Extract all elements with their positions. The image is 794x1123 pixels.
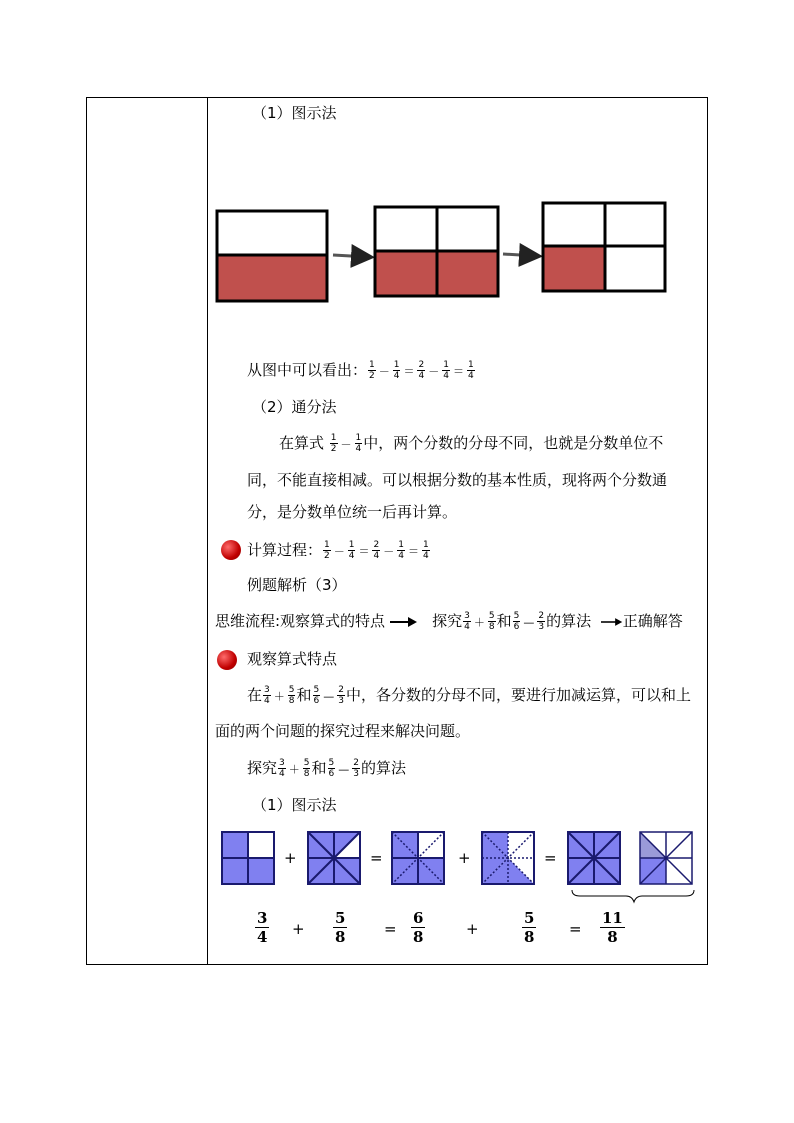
flow-mid-suffix: 的算法 bbox=[546, 612, 592, 630]
observe-prefix: 从图中可以看出： bbox=[247, 361, 368, 379]
example-para-line1 bbox=[247, 685, 691, 707]
inline-fraction: $\frac{1}{4}$ bbox=[422, 540, 429, 561]
flow-expr-b bbox=[512, 612, 546, 630]
inline-operator: — bbox=[323, 690, 335, 703]
inline-fraction: $\frac{1}{4}$ bbox=[398, 540, 404, 561]
bottom-frac-5: 11 8 bbox=[602, 909, 623, 946]
para-and: 和 bbox=[296, 686, 312, 704]
eighths-diagram bbox=[220, 830, 700, 910]
bottom-eq-2: = bbox=[569, 920, 582, 938]
inline-fraction: $\frac{1}{4}$ bbox=[348, 540, 355, 561]
arrow-right-icon bbox=[601, 616, 623, 628]
bottom-frac-1: 3 4 bbox=[257, 909, 268, 946]
diagram-eq-1: = bbox=[370, 849, 383, 867]
inline-fraction: $\frac{5}{6}$ bbox=[328, 758, 335, 779]
inline-operator: — bbox=[338, 763, 350, 776]
observe-equation bbox=[367, 361, 476, 379]
inline-fraction: $\frac{1}{4}$ bbox=[355, 433, 362, 454]
explore-line bbox=[247, 758, 406, 780]
inline-fraction: $\frac{2}{3}$ bbox=[538, 611, 545, 632]
inline-fraction: $\frac{1}{2}$ bbox=[330, 433, 337, 454]
explore-expr-a bbox=[277, 759, 311, 777]
inline-fraction: $\frac{5}{8}$ bbox=[288, 685, 295, 706]
calc-label: 计算过程： bbox=[247, 541, 323, 559]
calc-equation bbox=[322, 541, 431, 559]
one-quarter-rectangle bbox=[543, 203, 665, 291]
inline-fraction: $\frac{3}{4}$ bbox=[464, 611, 470, 632]
inline-operator: － bbox=[333, 545, 345, 558]
observe-line bbox=[247, 360, 476, 382]
five-eighths-dotted-square bbox=[482, 832, 534, 884]
red-bullet-icon bbox=[217, 650, 237, 670]
inline-fraction: $\frac{5}{8}$ bbox=[488, 611, 495, 632]
sub-title: （1）图示法 bbox=[252, 796, 337, 814]
inline-operator: ＋ bbox=[273, 690, 285, 703]
bottom-frac-3: 6 8 bbox=[413, 909, 424, 946]
bottom-eq-1: = bbox=[384, 920, 397, 938]
bottom-frac-4: 5 8 bbox=[524, 909, 535, 946]
inline-fraction: $\frac{1}{4}$ bbox=[443, 360, 449, 381]
six-eighths-square bbox=[392, 832, 444, 884]
half-rectangle bbox=[217, 211, 327, 301]
inline-fraction: $\frac{5}{8}$ bbox=[303, 758, 310, 779]
observe-title: 观察算式特点 bbox=[247, 650, 338, 668]
inline-operator: － bbox=[383, 545, 395, 558]
bottom-frac-2: 5 8 bbox=[335, 909, 346, 946]
three-quarters-square bbox=[222, 832, 274, 884]
inline-fraction: $\frac{2}{4}$ bbox=[373, 540, 380, 561]
inline-operator: － bbox=[428, 365, 440, 378]
flow-line bbox=[215, 611, 683, 633]
halves-quarters-diagram bbox=[215, 200, 685, 310]
section2-para-line3: 分，是分数单位统一后再计算。 bbox=[247, 503, 458, 521]
example-para-line2: 面的两个问题的探究过程来解决问题。 bbox=[215, 722, 471, 740]
para-expr-b bbox=[312, 686, 346, 704]
para-expression bbox=[329, 434, 363, 452]
flow-mid-prefix: 探究 bbox=[432, 612, 463, 630]
calc-line bbox=[247, 540, 431, 562]
diagram-plus-2: + bbox=[458, 849, 471, 867]
section1-title: （1）图示法 bbox=[252, 104, 337, 122]
grouping-brace bbox=[572, 890, 694, 902]
inline-fraction: $\frac{5}{6}$ bbox=[313, 685, 320, 706]
three-eighths-square bbox=[640, 832, 692, 884]
para-expr-a bbox=[262, 686, 296, 704]
para-prefix: 在 bbox=[247, 686, 263, 704]
diagram-plus-1: + bbox=[284, 849, 297, 867]
flow-prefix: 思维流程:观察算式的特点 bbox=[215, 612, 386, 630]
arrow-1 bbox=[333, 255, 369, 257]
flow-end: 正确解答 bbox=[622, 612, 683, 630]
inline-fraction: $\frac{1}{4}$ bbox=[467, 360, 474, 381]
inline-fraction: $\frac{1}{4}$ bbox=[393, 360, 400, 381]
table-column-divider bbox=[207, 97, 208, 965]
inline-operator: ＝ bbox=[452, 365, 464, 378]
inline-fraction: $\frac{2}{4}$ bbox=[418, 360, 425, 381]
arrow-right-icon bbox=[390, 616, 418, 628]
flow-expr-a bbox=[462, 612, 496, 630]
inline-operator: ＝ bbox=[403, 365, 415, 378]
inline-fraction: $\frac{3}{4}$ bbox=[264, 685, 270, 706]
explore-and: 和 bbox=[311, 759, 327, 777]
diagram-eq-2: = bbox=[544, 849, 557, 867]
section2-title: （2）通分法 bbox=[252, 398, 337, 416]
two-quarters-rectangle bbox=[375, 207, 498, 296]
explore-expr-b bbox=[327, 759, 361, 777]
para-line1-end: 中，各分数的分母不同，要进行加减运算，可以和上 bbox=[345, 686, 691, 704]
red-bullet-icon bbox=[221, 540, 241, 560]
inline-operator: ＋ bbox=[473, 616, 485, 629]
inline-operator: ＋ bbox=[288, 763, 300, 776]
inline-operator: ＝ bbox=[407, 545, 419, 558]
section2-para-line1 bbox=[279, 433, 663, 455]
inline-fraction: $\frac{1}{2}$ bbox=[324, 540, 330, 561]
explore-prefix: 探究 bbox=[247, 759, 278, 777]
inline-fraction: $\frac{2}{3}$ bbox=[353, 758, 359, 779]
inline-fraction: $\frac{1}{2}$ bbox=[369, 360, 375, 381]
inline-operator: － bbox=[378, 365, 390, 378]
inline-fraction: $\frac{3}{4}$ bbox=[279, 758, 285, 779]
bottom-plus-1: + bbox=[292, 920, 305, 938]
para-start: 在算式 bbox=[279, 434, 325, 452]
inline-fraction: $\frac{2}{3}$ bbox=[338, 685, 344, 706]
bottom-plus-2: + bbox=[466, 920, 479, 938]
example-title: 例题解析（3） bbox=[247, 576, 347, 594]
five-eighths-square bbox=[308, 832, 360, 884]
inline-operator: — bbox=[523, 616, 535, 629]
flow-and: 和 bbox=[496, 612, 512, 630]
section2-para-line2: 同，不能直接相减。可以根据分数的基本性质，现将两个分数通 bbox=[247, 471, 668, 489]
full-eighths-square bbox=[568, 832, 620, 884]
inline-operator: － bbox=[340, 438, 352, 451]
inline-fraction: $\frac{5}{6}$ bbox=[513, 611, 520, 632]
arrow-2 bbox=[503, 254, 537, 256]
inline-operator: ＝ bbox=[358, 545, 370, 558]
explore-suffix: 的算法 bbox=[360, 759, 406, 777]
para-line1-end: 中，两个分数的分母不同，也就是分数单位不 bbox=[363, 434, 664, 452]
